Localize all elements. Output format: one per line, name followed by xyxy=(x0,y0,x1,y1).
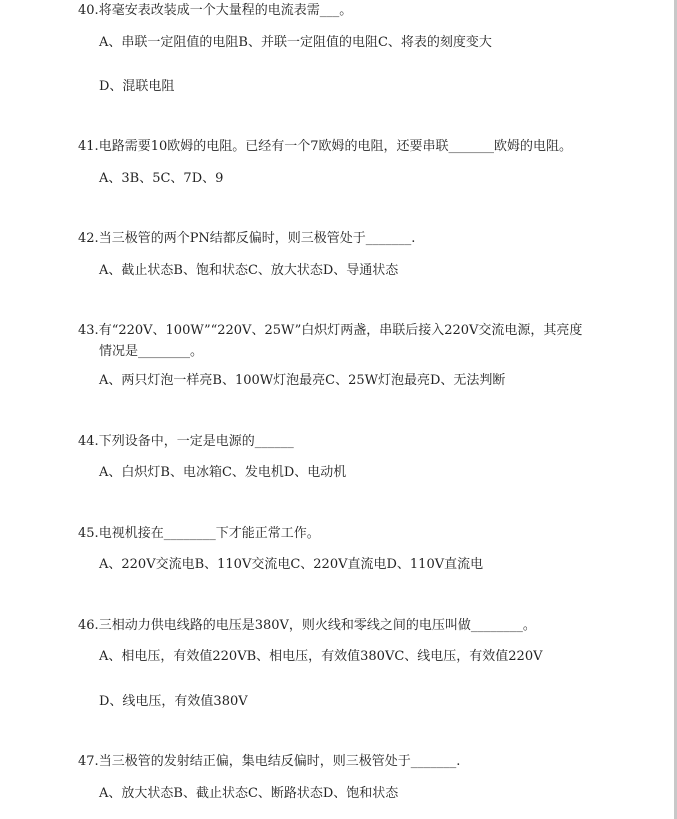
question-number: 43. xyxy=(78,323,99,338)
options-line: A、截止状态B、饱和状态C、放大状态D、导通状态 xyxy=(99,263,399,278)
question-42 xyxy=(78,228,618,250)
question-number: 41. xyxy=(78,139,99,154)
question-47 xyxy=(78,751,618,773)
question-41 xyxy=(78,136,618,158)
options-line: A、白炽灯B、电冰箱C、发电机D、电动机 xyxy=(99,465,347,480)
question-43-continued: 情况是________。 xyxy=(99,344,204,359)
question-text: 有“220V、100W”“220V、25W”白炽灯两盏，串联后接入220V交流电源，其亮度 xyxy=(98,323,583,338)
options-line: A、放大状态B、截止状态C、断路状态D、饱和状态 xyxy=(99,786,399,801)
question-43 xyxy=(78,320,618,342)
question-text: 三相动力供电线路的电压是380V，则火线和零线之间的电压叫做________。 xyxy=(98,618,536,633)
question-40 xyxy=(78,0,618,22)
question-number: 47. xyxy=(78,754,99,769)
question-text: 下列设备中，一定是电源的______ xyxy=(98,434,294,449)
question-number: 44. xyxy=(78,434,99,449)
question-number: 40. xyxy=(78,3,99,18)
question-text: 将毫安表改装成一个大量程的电流表需___。 xyxy=(98,3,353,18)
options-line: D、线电压，有效值380V xyxy=(99,694,248,709)
question-number: 45. xyxy=(78,526,99,541)
options-line: A、3B、5C、7D、9 xyxy=(99,171,224,186)
options-line: A、相电压，有效值220VB、相电压，有效值380VC、线电压，有效值220V xyxy=(99,649,543,664)
options-line: A、串联一定阻值的电阻B、并联一定阻值的电阻C、将表的刻度变大 xyxy=(99,35,492,50)
options-line: A、220V交流电B、110V交流电C、220V直流电D、110V直流电 xyxy=(99,557,484,572)
question-text: 当三极管的发射结正偏，集电结反偏时，则三极管处于_______. xyxy=(98,754,461,769)
question-44 xyxy=(78,431,618,453)
question-46 xyxy=(78,615,618,637)
question-number: 46. xyxy=(78,618,99,633)
options-line: A、两只灯泡一样亮B、100W灯泡最亮C、25W灯泡最亮D、无法判断 xyxy=(99,373,506,388)
options-line: D、混联电阻 xyxy=(99,79,175,94)
question-number: 42. xyxy=(78,231,99,246)
question-text: 电路需要10欧姆的电阻。已经有一个7欧姆的电阻，还要串联_______欧姆的电阻。 xyxy=(98,139,573,154)
question-text: 当三极管的两个PN结都反偏时，则三极管处于_______. xyxy=(98,231,416,246)
question-45 xyxy=(78,523,618,545)
question-text: 电视机接在________下才能正常工作。 xyxy=(98,526,320,541)
